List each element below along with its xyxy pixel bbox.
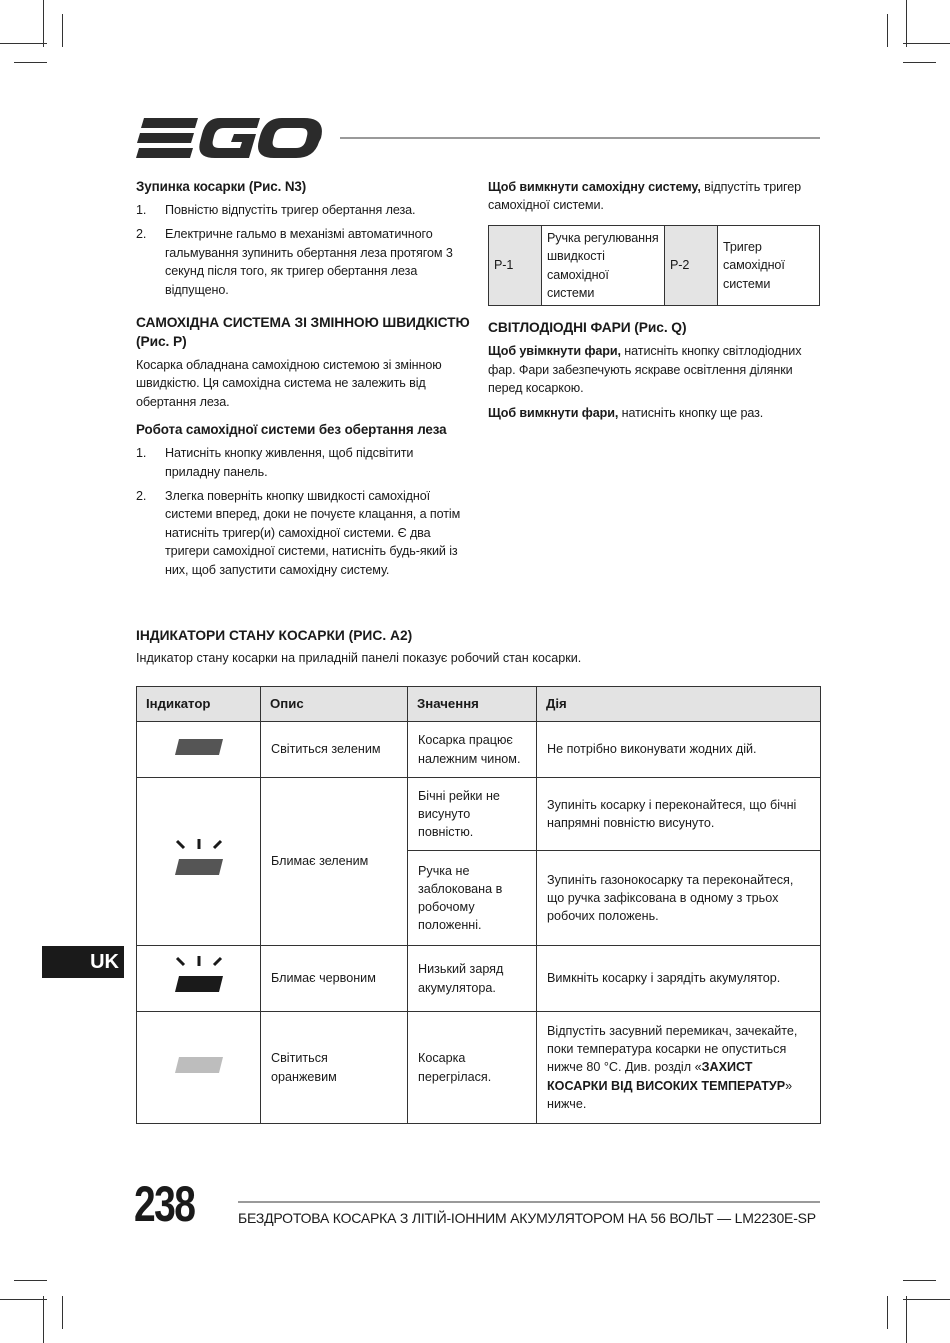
indicator-cell: [137, 946, 261, 1012]
stop-steps: [136, 201, 471, 299]
crop-mark: [43, 1296, 44, 1343]
crop-mark: [906, 1296, 907, 1343]
part-label: Тригер самохідної системи: [718, 225, 820, 306]
step-number: 2.: [136, 489, 147, 504]
step-number: 2.: [136, 227, 147, 242]
crop-mark: [906, 0, 907, 47]
indicator-blink-red-icon: [169, 954, 229, 998]
indicator-cell: [137, 722, 261, 778]
action-cell: Не потрібно виконувати жодних дій.: [537, 722, 821, 778]
work-title: Робота самохідної системи без обертання леза: [136, 422, 447, 438]
overheat-protection-link-text: ЗАХИСТ КОСАРКИ ВІД ВИСОКИХ ТЕМПЕРАТУР: [547, 1060, 786, 1093]
status-title: ІНДИКАТОРИ СТАНУ КОСАРКИ (РИС. A2): [136, 628, 413, 643]
col-header-action: Дія: [537, 687, 821, 722]
indicator-blink-green-icon: [169, 837, 229, 881]
left-column: [136, 178, 471, 585]
list-item: [136, 201, 471, 219]
self-off-text: відпустіть тригер самохідної системи.: [488, 180, 802, 213]
right-column: [488, 178, 820, 428]
list-item: [136, 444, 471, 481]
table-row: [137, 722, 821, 778]
part-code: P-1: [489, 225, 542, 306]
self-propelled-title: САМОХІДНА СИСТЕМА ЗІ ЗМІННОЮ ШВИДКІСТЮ (Рис. P): [136, 315, 470, 350]
led-on-paragraph: [488, 342, 820, 397]
indicator-solid-green-icon: [173, 735, 225, 759]
footer-rule: [238, 1201, 820, 1203]
led-off-paragraph: [488, 404, 820, 422]
crop-mark: [0, 1299, 47, 1300]
description-cell: Світиться зеленим: [261, 722, 408, 778]
step-text: Електричне гальмо в механізмі автоматичного гальмування зупинить обертання леза протягом 3 секунд після того, як тригер обертання леза відпущено.: [165, 227, 453, 297]
step-number: 1.: [136, 446, 147, 461]
description-cell: Блимає червоним: [261, 946, 408, 1012]
footer-title: БЕЗДРОТОВА КОСАРКА З ЛІТІЙ-ІОННИМ АКУМУЛЯТОРОМ НА 56 ВОЛЬТ — LM2230E-SP: [238, 1210, 816, 1226]
table-row: [137, 1012, 821, 1124]
indicator-cell: [137, 1012, 261, 1124]
indicator-solid-orange-icon: [173, 1053, 225, 1077]
list-item: [136, 487, 471, 579]
table-row: [137, 778, 821, 851]
led-title: СВІТЛОДІОДНІ ФАРИ (Рис. Q): [488, 320, 687, 336]
step-text: Повністю відпустіть тригер обертання леза.: [165, 203, 416, 217]
description-cell: Світиться оранжевим: [261, 1012, 408, 1124]
meaning-cell: Косарка працює належним чином.: [408, 722, 537, 778]
crop-mark: [903, 62, 936, 63]
self-off-paragraph: [488, 178, 820, 215]
stop-title: Зупинка косарки (Рис. N3): [136, 179, 307, 194]
step-number: 1.: [136, 203, 147, 217]
led-off-text: натисніть кнопку ще раз.: [618, 405, 764, 420]
crop-mark: [903, 1280, 936, 1281]
part-code: P-2: [665, 225, 718, 306]
crop-mark: [903, 1299, 950, 1300]
action-cell: Зупиніть косарку і переконайтеся, що бічні напрямні повністю висунуто.: [537, 778, 821, 851]
step-text: Натисніть кнопку живлення, щоб підсвітити приладну панель.: [165, 446, 414, 479]
page-number: 238: [134, 1176, 195, 1232]
description-cell: Блимає зеленим: [261, 778, 408, 946]
parts-table: [488, 225, 820, 307]
crop-mark: [14, 1280, 47, 1281]
crop-mark: [887, 1296, 888, 1329]
crop-mark: [43, 0, 44, 47]
col-header-description: Опис: [261, 687, 408, 722]
action-text: Відпустіть засувний перемикач, зачекайте, поки температура косарки не опуститься нижче 80 °C. Див. розділ «: [547, 1023, 798, 1075]
meaning-cell: Ручка не заблокована в робочому положенні.: [408, 851, 537, 946]
meaning-cell: Бічні рейки не висунуто повністю.: [408, 778, 537, 851]
crop-mark: [14, 62, 47, 63]
col-header-indicator: Індикатор: [137, 687, 261, 722]
crop-mark: [903, 43, 950, 44]
status-table: [136, 686, 821, 1124]
action-text: » нижче.: [547, 1078, 793, 1111]
self-off-bold: Щоб вимкнути самохідну систему,: [488, 180, 701, 194]
led-on-bold: Щоб увімкнути фари,: [488, 344, 621, 359]
led-off-bold: Щоб вимкнути фари,: [488, 405, 619, 420]
step-text: Злегка поверніть кнопку швидкості самохідної системи вперед, доки не почуєте клацання, а потім натисніть тригер(и) самохідної системи. Є два тригери самохідної системи, натисніть будь-який із них, щоб запустити самохідну систему.: [165, 489, 461, 577]
meaning-cell: Низький заряд акумулятора.: [408, 946, 537, 1012]
header-rule: [340, 137, 820, 139]
table-header-row: [137, 687, 821, 722]
crop-mark: [62, 14, 63, 47]
action-cell: Зупиніть газонокосарку та переконайтеся, що ручка зафіксована в одному з трьох робочих положень.: [537, 851, 821, 946]
crop-mark: [0, 43, 47, 44]
table-row: [137, 946, 821, 1012]
action-cell: Вимкніть косарку і зарядіть акумулятор.: [537, 946, 821, 1012]
crop-mark: [62, 1296, 63, 1329]
crop-mark: [887, 14, 888, 47]
led-on-text: натисніть кнопку світлодіодних фар. Фари забезпечують яскраве освітлення ділянки перед косаркою.: [488, 344, 802, 396]
status-intro: Індикатор стану косарки на приладній панелі показує робочий стан косарки.: [136, 651, 582, 665]
indicator-cell: [137, 778, 261, 946]
status-section: [136, 626, 820, 667]
action-cell: [537, 1012, 821, 1124]
col-header-meaning: Значення: [408, 687, 537, 722]
self-propelled-paragraph: Косарка обладнана самохідною системою зі змінною швидкістю. Ця самохідна система не залежить від обертання леза.: [136, 358, 442, 409]
ego-logo: [136, 116, 322, 160]
meaning-cell: Косарка перегрілася.: [408, 1012, 537, 1124]
part-label: Ручка регулювання швидкості самохідної системи: [542, 225, 665, 306]
list-item: [136, 225, 471, 299]
work-steps: [136, 444, 471, 579]
language-tab: UK: [42, 946, 124, 978]
